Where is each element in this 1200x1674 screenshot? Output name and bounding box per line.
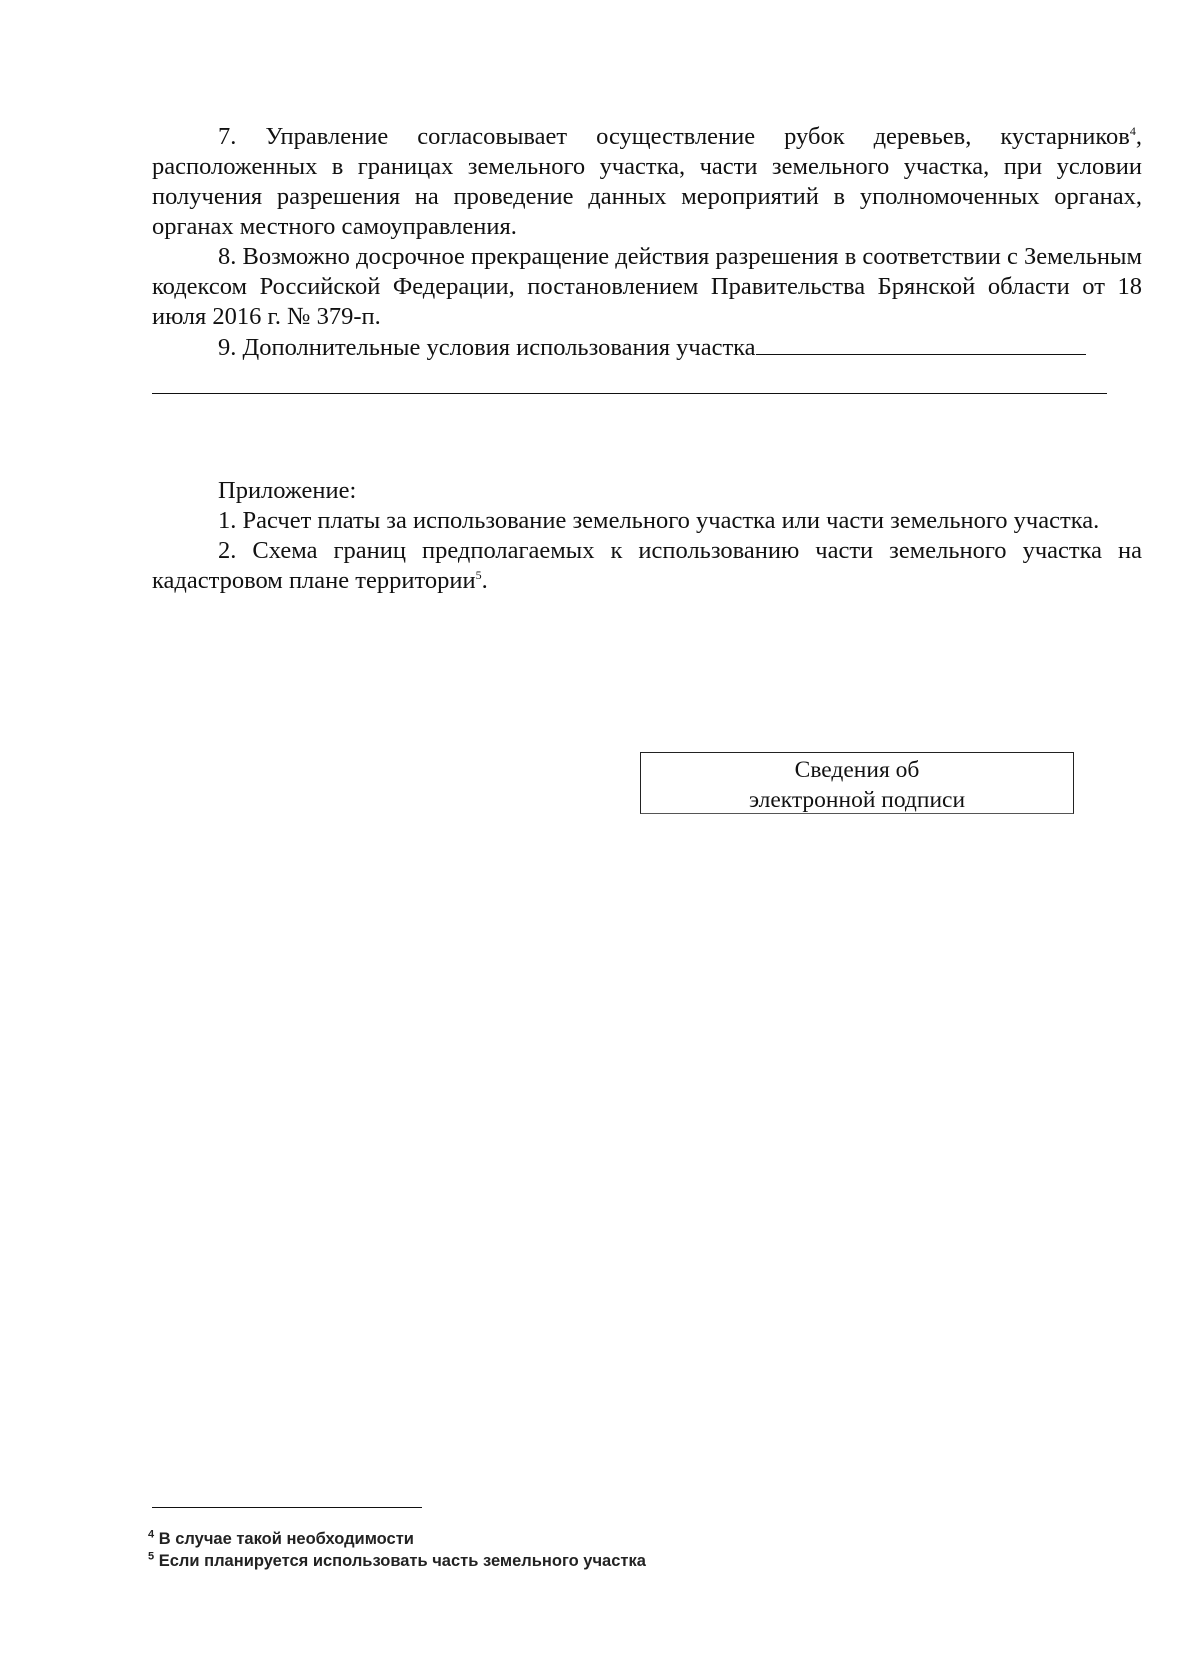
appendix-item-1: 1. Расчет платы за использование земельного участка или части земельного участка.: [218, 507, 1100, 534]
electronic-signature-box: [640, 752, 1074, 814]
footnotes: [148, 1528, 646, 1572]
footnote-5: $^5$ Если планируется использовать часть земельного участка: [148, 1550, 646, 1570]
appendix-item-2: 2. Схема границ предполагаемых к использованию части земельного участка на кадастровом плане территории$^5$.: [152, 537, 1142, 594]
clause-8: 8. Возможно досрочное прекращение действия разрешения в соответствии с Земельным кодексом Российской Федерации, постановлением Правительства Брянской области от 18 июля 2016 г. № 379-п.: [152, 243, 1142, 330]
signature-box-line-1: Сведения об: [794, 757, 920, 783]
appendix-heading: Приложение:: [218, 477, 357, 504]
conditions-section: [152, 122, 1142, 363]
footnote-4: $^4$ В случае такой необходимости: [148, 1528, 414, 1548]
appendix-section: [152, 476, 1142, 596]
additional-conditions-continuation-line: [152, 393, 1107, 394]
footnote-separator: [152, 1507, 422, 1508]
clause-7: 7. Управление согласовывает осуществление рубок деревьев, кустарников$^4$, расположенных в границах земельного участка, части земельного участка, при условии получения разрешения на проведение данных мероприятий в уполномоченных органах, органах местного самоуправления.: [152, 123, 1142, 240]
footnote-ref-4: 4: [1129, 123, 1136, 138]
additional-conditions-blank-line: [756, 332, 1086, 355]
footnote-ref-5: 5: [475, 567, 482, 582]
signature-box-line-2: электронной подписи: [748, 787, 966, 813]
clause-9: 9. Дополнительные условия использования участка: [152, 332, 1142, 363]
